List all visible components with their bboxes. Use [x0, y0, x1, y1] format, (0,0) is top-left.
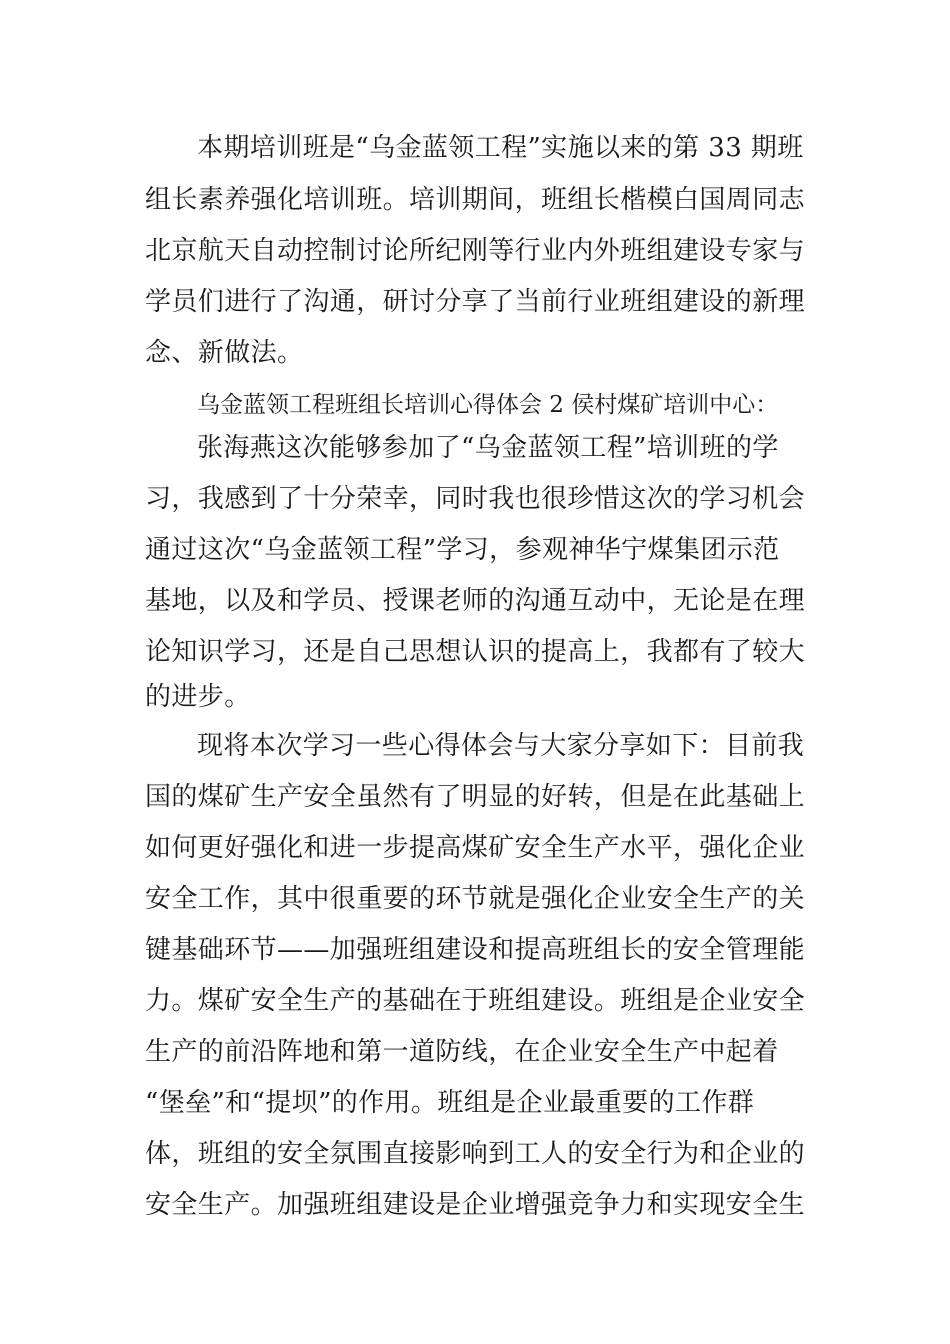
paragraph-1-line-1: 本期培训班是“乌金蓝领工程”实施以来的第 33 期班 [197, 133, 804, 163]
paragraph-4-line-7: 生产的前沿阵地和第一道防线，在企业安全生产中起着 [145, 1037, 779, 1067]
paragraph-4-line-9: 体，班组的安全氛围直接影响到工人的安全行为和企业的 [145, 1139, 806, 1169]
paragraph-2-line-1: 乌金蓝领工程班组长培训心得体会 2 侯村煤矿培训中心： [197, 392, 779, 418]
paragraph-3-line-6: 的进步。 [145, 682, 251, 712]
paragraph-3-line-2: 习，我感到了十分荣幸，同时我也很珍惜这次的学习机会 [145, 484, 806, 514]
paragraph-4-line-6: 力。煤矿安全生产的基础在于班组建设。班组是企业安全 [145, 986, 806, 1016]
paragraph-1-line-3: 北京航天自动控制讨论所纪刚等行业内外班组建设专家与 [145, 236, 806, 266]
paragraph-3-line-3: 通过这次“乌金蓝领工程”学习，参观神华宁煤集团示范 [145, 535, 780, 565]
paragraph-4-line-3: 如何更好强化和进一步提高煤矿安全生产水平，强化企业 [145, 833, 806, 863]
paragraph-4-line-2: 国的煤矿生产安全虽然有了明显的好转，但是在此基础上 [145, 782, 806, 812]
paragraph-4-line-4: 安全工作，其中很重要的环节就是强化企业安全生产的关 [145, 884, 806, 914]
paragraph-3-line-4: 基地，以及和学员、授课老师的沟通互动中，无论是在理 [145, 586, 806, 616]
paragraph-4-line-5: 键基础环节——加强班组建设和提高班组长的安全管理能 [145, 935, 806, 965]
paragraph-1-line-2: 组长素养强化培训班。培训期间，班组长楷模白国周同志 [145, 185, 806, 215]
paragraph-1-line-5: 念、新做法。 [145, 338, 304, 368]
paragraph-3-line-5: 论知识学习，还是自己思想认识的提高上，我都有了较大 [145, 637, 806, 667]
paragraph-4-line-10: 安全生产。加强班组建设是企业增强竞争力和实现安全生 [145, 1190, 806, 1220]
paragraph-3-line-1: 张海燕这次能够参加了“乌金蓝领工程”培训班的学 [197, 433, 779, 463]
paragraph-4-line-1: 现将本次学习一些心得体会与大家分享如下：目前我 [197, 731, 805, 761]
paragraph-1-line-4: 学员们进行了沟通，研讨分享了当前行业班组建设的新理 [145, 287, 806, 317]
paragraph-4-line-8: “堡垒”和“提坝”的作用。班组是企业最重要的工作群 [145, 1088, 755, 1118]
